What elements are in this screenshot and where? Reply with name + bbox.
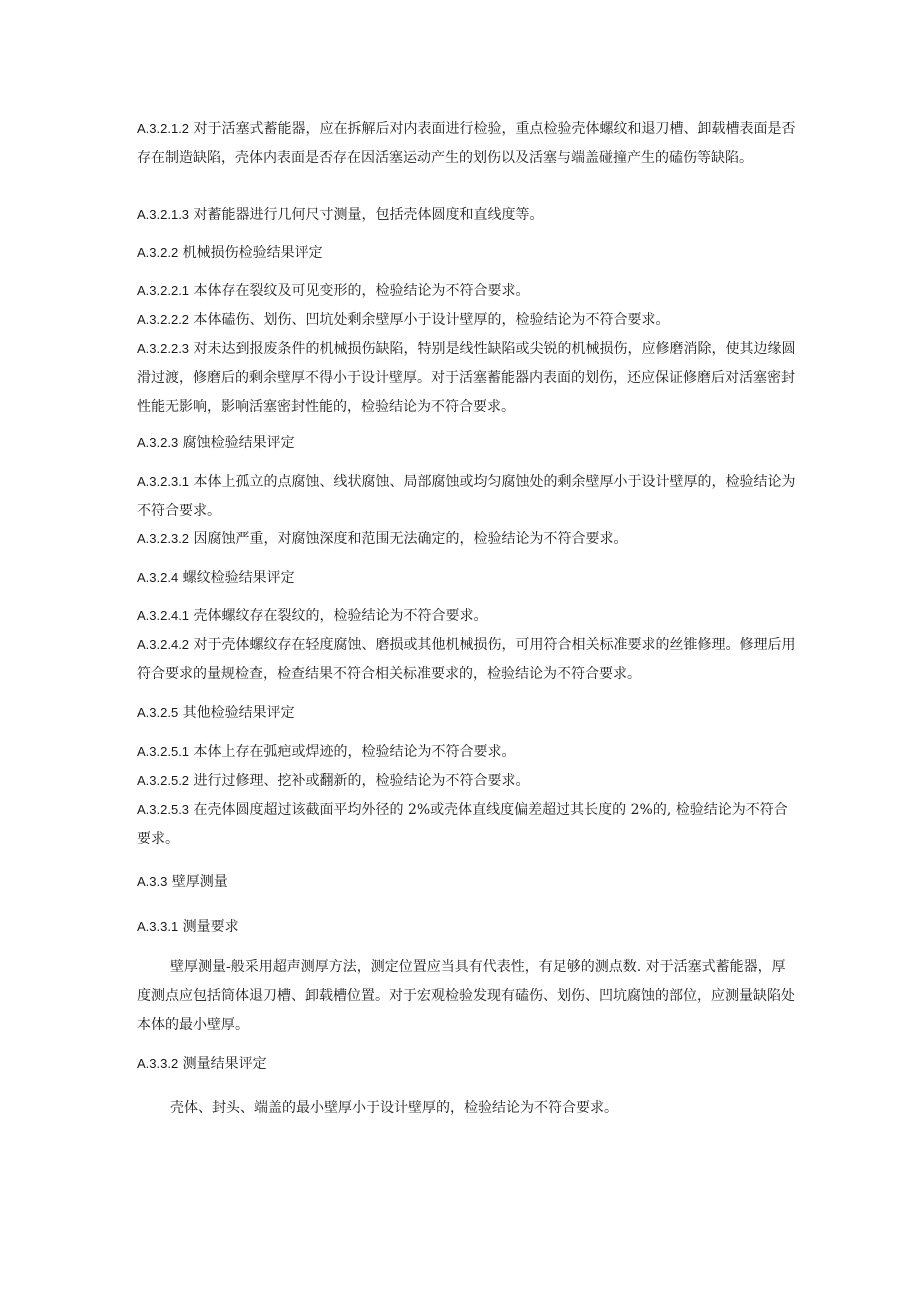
section-title: 壁厚测量 — [171, 874, 228, 890]
section-title: 其他检验结果评定 — [182, 705, 295, 721]
section-heading-a324 — [137, 563, 797, 593]
clause-a3221 — [137, 276, 797, 306]
section-number: A.3.2.5 — [137, 705, 179, 720]
section-heading-a323 — [137, 428, 797, 458]
clause-number: A.3.2.4.1 — [137, 608, 190, 623]
clause-a3251 — [137, 737, 797, 767]
section-title: 螺纹检验结果评定 — [182, 570, 295, 586]
clause-a3252 — [137, 766, 797, 796]
clause-a3212 — [137, 114, 797, 173]
section-heading-a33 — [137, 867, 797, 897]
section-number: A.3.3.2 — [137, 1056, 179, 1071]
section-number: A.3.2.4 — [137, 570, 179, 585]
clause-text: 在壳体圆度超过该截面平均外径的 2%或壳体直线度偏差超过其长度的 2%的, 检验结论为不符合要求。 — [137, 802, 788, 847]
clause-number: A.3.2.5.2 — [137, 773, 190, 788]
clause-a3223 — [137, 334, 797, 422]
clause-number: A.3.2.2.1 — [137, 283, 190, 298]
section-title: 腐蚀检验结果评定 — [182, 435, 295, 451]
section-heading-a322 — [137, 238, 797, 268]
clause-text: 对于壳体螺纹存在轻度腐蚀、磨损或其他机械损伤，可用符合相关标准要求的丝锥修理。修理后用符合要求的量规检查，检查结果不符合相关标准要求的，检验结论为不符合要求。 — [137, 637, 796, 682]
clause-text: 本体存在裂纹及可见变形的，检验结论为不符合要求。 — [193, 283, 530, 299]
clause-number: A.3.2.1.2 — [137, 121, 190, 136]
clause-text: 对未达到报废条件的机械损伤缺陷，特别是线性缺陷或尖锐的机械损伤，应修磨消除，使其边缘圆滑过渡，修磨后的剩余壁厚不得小于设计壁厚。对于活塞蓄能器内表面的划伤，还应保证修磨后对活塞密封性能无影响，影响活塞密封性能的，检验结论为不符合要求。 — [137, 341, 796, 415]
clause-number: A.3.2.2.2 — [137, 312, 190, 327]
clause-number: A.3.2.5.3 — [137, 802, 190, 817]
clause-text: 壳体螺纹存在裂纹的，检验结论为不符合要求。 — [193, 608, 488, 624]
section-number: A.3.3 — [137, 874, 168, 889]
clause-text: 对于活塞式蓄能器，应在拆解后对内表面进行检验，重点检验壳体螺纹和退刀槽、卸载槽表面是否存在制造缺陷，壳体内表面是否存在因活塞运动产生的划伤以及活塞与端盖碰撞产生的磕伤等缺陷。 — [137, 121, 796, 166]
paragraph-measurement-evaluation — [137, 1094, 797, 1123]
clause-text: 本体上存在弧疤或焊迹的，检验结论为不符合要求。 — [193, 744, 516, 760]
section-title: 机械损伤检验结果评定 — [182, 245, 323, 261]
clause-text: 进行过修理、挖补或翻新的，检验结论为不符合要求。 — [193, 773, 530, 789]
clause-text: 本体上孤立的点腐蚀、线状腐蚀、局部腐蚀或均匀腐蚀处的剩余壁厚小于设计壁厚的，检验结论为不符合要求。 — [137, 474, 796, 519]
section-title: 测量要求 — [182, 919, 239, 935]
clause-number: A.3.2.1.3 — [137, 207, 190, 222]
clause-number: A.3.2.2.3 — [137, 341, 190, 356]
clause-number: A.3.2.5.1 — [137, 744, 190, 759]
section-heading-a332 — [137, 1049, 797, 1079]
clause-a3253 — [137, 795, 797, 854]
clause-a3231 — [137, 467, 797, 526]
clause-number: A.3.2.3.1 — [137, 474, 190, 489]
paragraph-text: 壳体、封头、端盖的最小壁厚小于设计壁厚的，检验结论为不符合要求。 — [170, 1100, 618, 1116]
section-number: A.3.3.1 — [137, 919, 179, 934]
clause-a3232 — [137, 524, 797, 554]
section-number: A.3.2.2 — [137, 245, 179, 260]
section-number: A.3.2.3 — [137, 435, 179, 450]
clause-text: 对蓄能器进行几何尺寸测量，包括壳体圆度和直线度等。 — [193, 207, 544, 223]
clause-a3213 — [137, 200, 797, 230]
paragraph-measurement-requirements — [137, 953, 797, 1040]
clause-text: 因腐蚀严重，对腐蚀深度和范围无法确定的，检验结论为不符合要求。 — [193, 531, 628, 547]
section-heading-a331 — [137, 912, 797, 942]
clause-number: A.3.2.3.2 — [137, 531, 190, 546]
section-heading-a325 — [137, 698, 797, 728]
clause-number: A.3.2.4.2 — [137, 637, 190, 652]
clause-a3222 — [137, 305, 797, 335]
paragraph-text: 壁厚测量-般采用超声测厚方法，测定位置应当具有代表性，有足够的测点数. 对于活塞式蓄能器，厚度测点应包括筒体退刀槽、卸载槽位置。对于宏观检验发现有磕伤、划伤、凹坑腐蚀的部位，应测量缺陷处本体的最小壁厚。 — [137, 959, 795, 1033]
clause-a3241 — [137, 601, 797, 631]
clause-a3242 — [137, 630, 797, 689]
clause-text: 本体磕伤、划伤、凹坑处剩余壁厚小于设计壁厚的，检验结论为不符合要求。 — [193, 312, 670, 328]
section-title: 测量结果评定 — [182, 1056, 267, 1072]
